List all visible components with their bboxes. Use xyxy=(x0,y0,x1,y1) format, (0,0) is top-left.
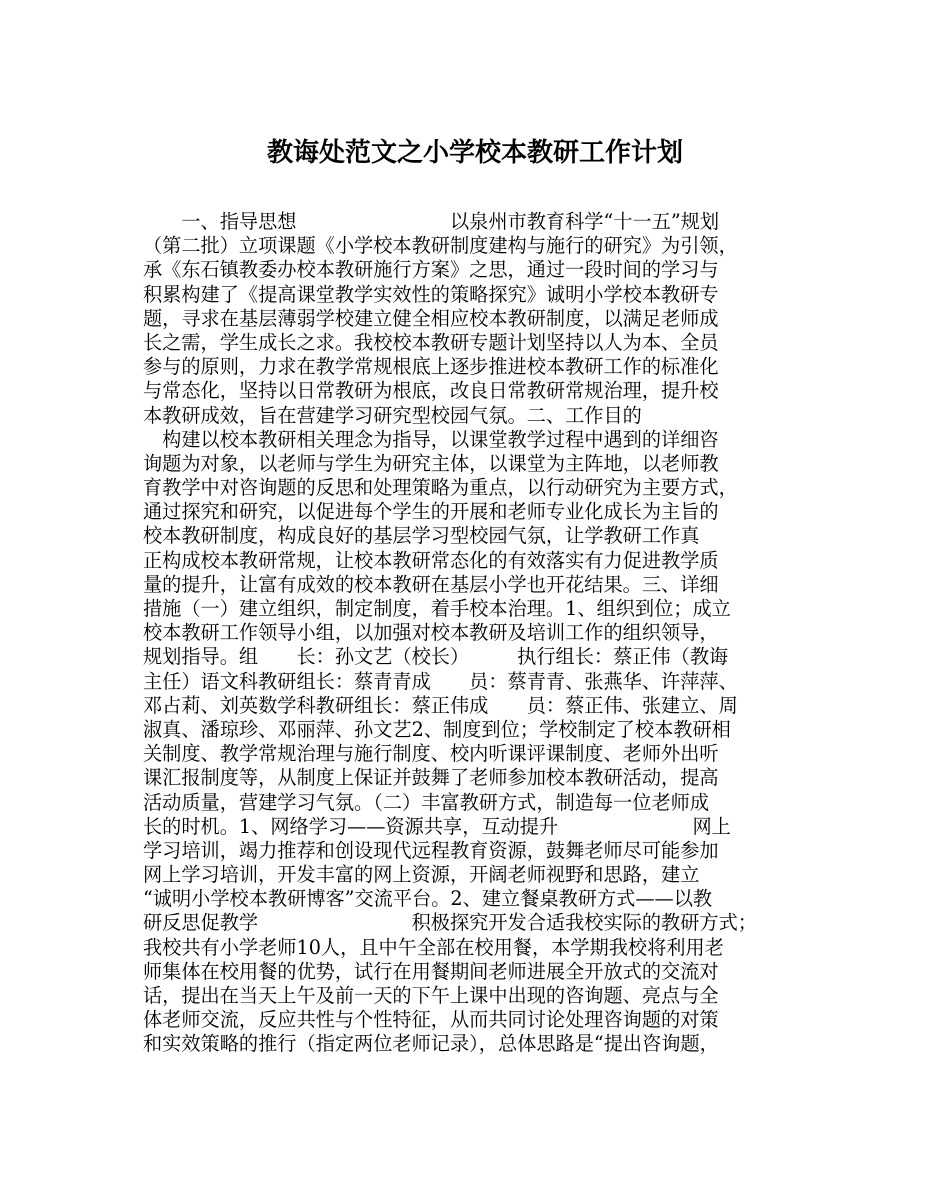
body-text-line: 本教研成效，旨在营建学习研究型校园气氛。二、工作目的 xyxy=(143,403,642,427)
body-text-line: 通过探究和研究，以促进每个学生的开展和老师专业化成长为主旨的 xyxy=(143,500,719,524)
body-text-line: 体老师交流，反应共性与个性特征，从而共同讨论处理咨询题的对策 xyxy=(143,1008,719,1032)
body-text-line: 研反思促教学 积极探究开发合适我校实际的教研方式； xyxy=(143,911,757,935)
body-text-line: 题，寻求在基层薄弱学校建立健全相应校本教研制度，以满足老师成 xyxy=(143,306,719,330)
body-text-line: 关制度、教学常规治理与施行制度、校内听课评课制度、老师外出听 xyxy=(143,742,719,766)
document-title: 教诲处范文之小学校本教研工作计划 xyxy=(266,138,683,168)
body-text-line: 我校共有小学老师10人，且中午全部在校用餐，本学期我校将利用老 xyxy=(143,935,724,959)
body-text-line: 学习培训，竭力推荐和创设现代远程教育资源，鼓舞老师尽可能参加 xyxy=(143,838,719,862)
body-text-line: 承《东石镇教委办校本教研施行方案》之思，通过一段时间的学习与 xyxy=(143,258,719,282)
document-body xyxy=(143,210,823,1057)
body-text-line: 话，提出在当天上午及前一天的下午上课中出现的咨询题、亮点与全 xyxy=(143,984,719,1007)
body-text-line: “诚明小学校本教研博客”交流平台。2、建立餐桌教研方式——以教 xyxy=(143,887,713,911)
body-text-line: 主任）语文科教研组长：蔡青青成 员：蔡青青、张燕华、许萍萍、 xyxy=(143,669,738,693)
body-text-line: （第二批）立项课题《小学校本教研制度建构与施行的研究》为引领， xyxy=(143,234,738,258)
body-text-line: 育教学中对咨询题的反思和处理策略为重点，以行动研究为主要方式， xyxy=(143,476,738,500)
body-text-line: 长的时机。1、网络学习——资源共享，互动提升 网上 xyxy=(143,814,731,838)
body-text-line: 量的提升，让富有成效的校本教研在基层小学也开花结果。三、详细 xyxy=(143,572,719,596)
body-text-line: 长之需，学生成长之求。我校校本教研专题计划坚持以人为本、全员 xyxy=(143,330,719,354)
body-text-line: 课汇报制度等，从制度上保证并鼓舞了老师参加校本教研活动，提高 xyxy=(143,766,719,790)
body-text-line: 构建以校本教研相关理念为指导，以课堂教学过程中遇到的详细咨 xyxy=(143,427,719,451)
body-text-line: 措施（一）建立组织，制定制度，着手校本治理。1、组织到位；成立 xyxy=(143,597,731,620)
body-text-line: 规划指导。组 长：孙文艺（校长） 执行组长：蔡正伟（教诲 xyxy=(143,645,729,669)
body-text-line: 询题为对象，以老师与学生为研究主体，以课堂为主阵地，以老师教 xyxy=(143,451,719,475)
body-text-line: 网上学习培训，开发丰富的网上资源，开阔老师视野和思路，建立 xyxy=(143,863,700,887)
body-text-line: 校本教研工作领导小组，以加强对校本教研及培训工作的组织领导， xyxy=(143,621,719,645)
body-text-line: 校本教研制度，构成良好的基层学习型校园气氛，让学教研工作真 xyxy=(143,524,700,548)
body-text-line: 活动质量，营建学习气氛。（二）丰富教研方式，制造每一位老师成 xyxy=(143,790,710,814)
body-text-line: 与常态化，坚持以日常教研为根底，改良日常教研常规治理，提升校 xyxy=(143,379,719,403)
body-text-line: 淑真、潘琼珍、邓丽萍、孙文艺2、制度到位；学校制定了校本教研相 xyxy=(143,717,731,741)
body-text-line: 正构成校本教研常规，让校本教研常态化的有效落实有力促进教学质 xyxy=(143,548,719,572)
body-text-line: 和实效策略的推行（指定两位老师记录），总体思路是“提出咨询题， xyxy=(143,1032,719,1056)
body-text-line: 一、指导思想 以泉州市教育科学“十一五”规划 xyxy=(143,210,720,233)
body-text-line: 参与的原则，力求在教学常规根底上逐步推进校本教研工作的标准化 xyxy=(143,355,719,379)
body-text-line: 师集体在校用餐的优势，试行在用餐期间老师进展全开放式的交流对 xyxy=(143,959,719,983)
body-text-line: 积累构建了《提高课堂教学实效性的策略探究》诚明小学校本教研专 xyxy=(143,282,719,306)
body-text-line: 邓占莉、刘英数学科教研组长：蔡正伟成 员：蔡正伟、张建立、周 xyxy=(143,693,738,717)
